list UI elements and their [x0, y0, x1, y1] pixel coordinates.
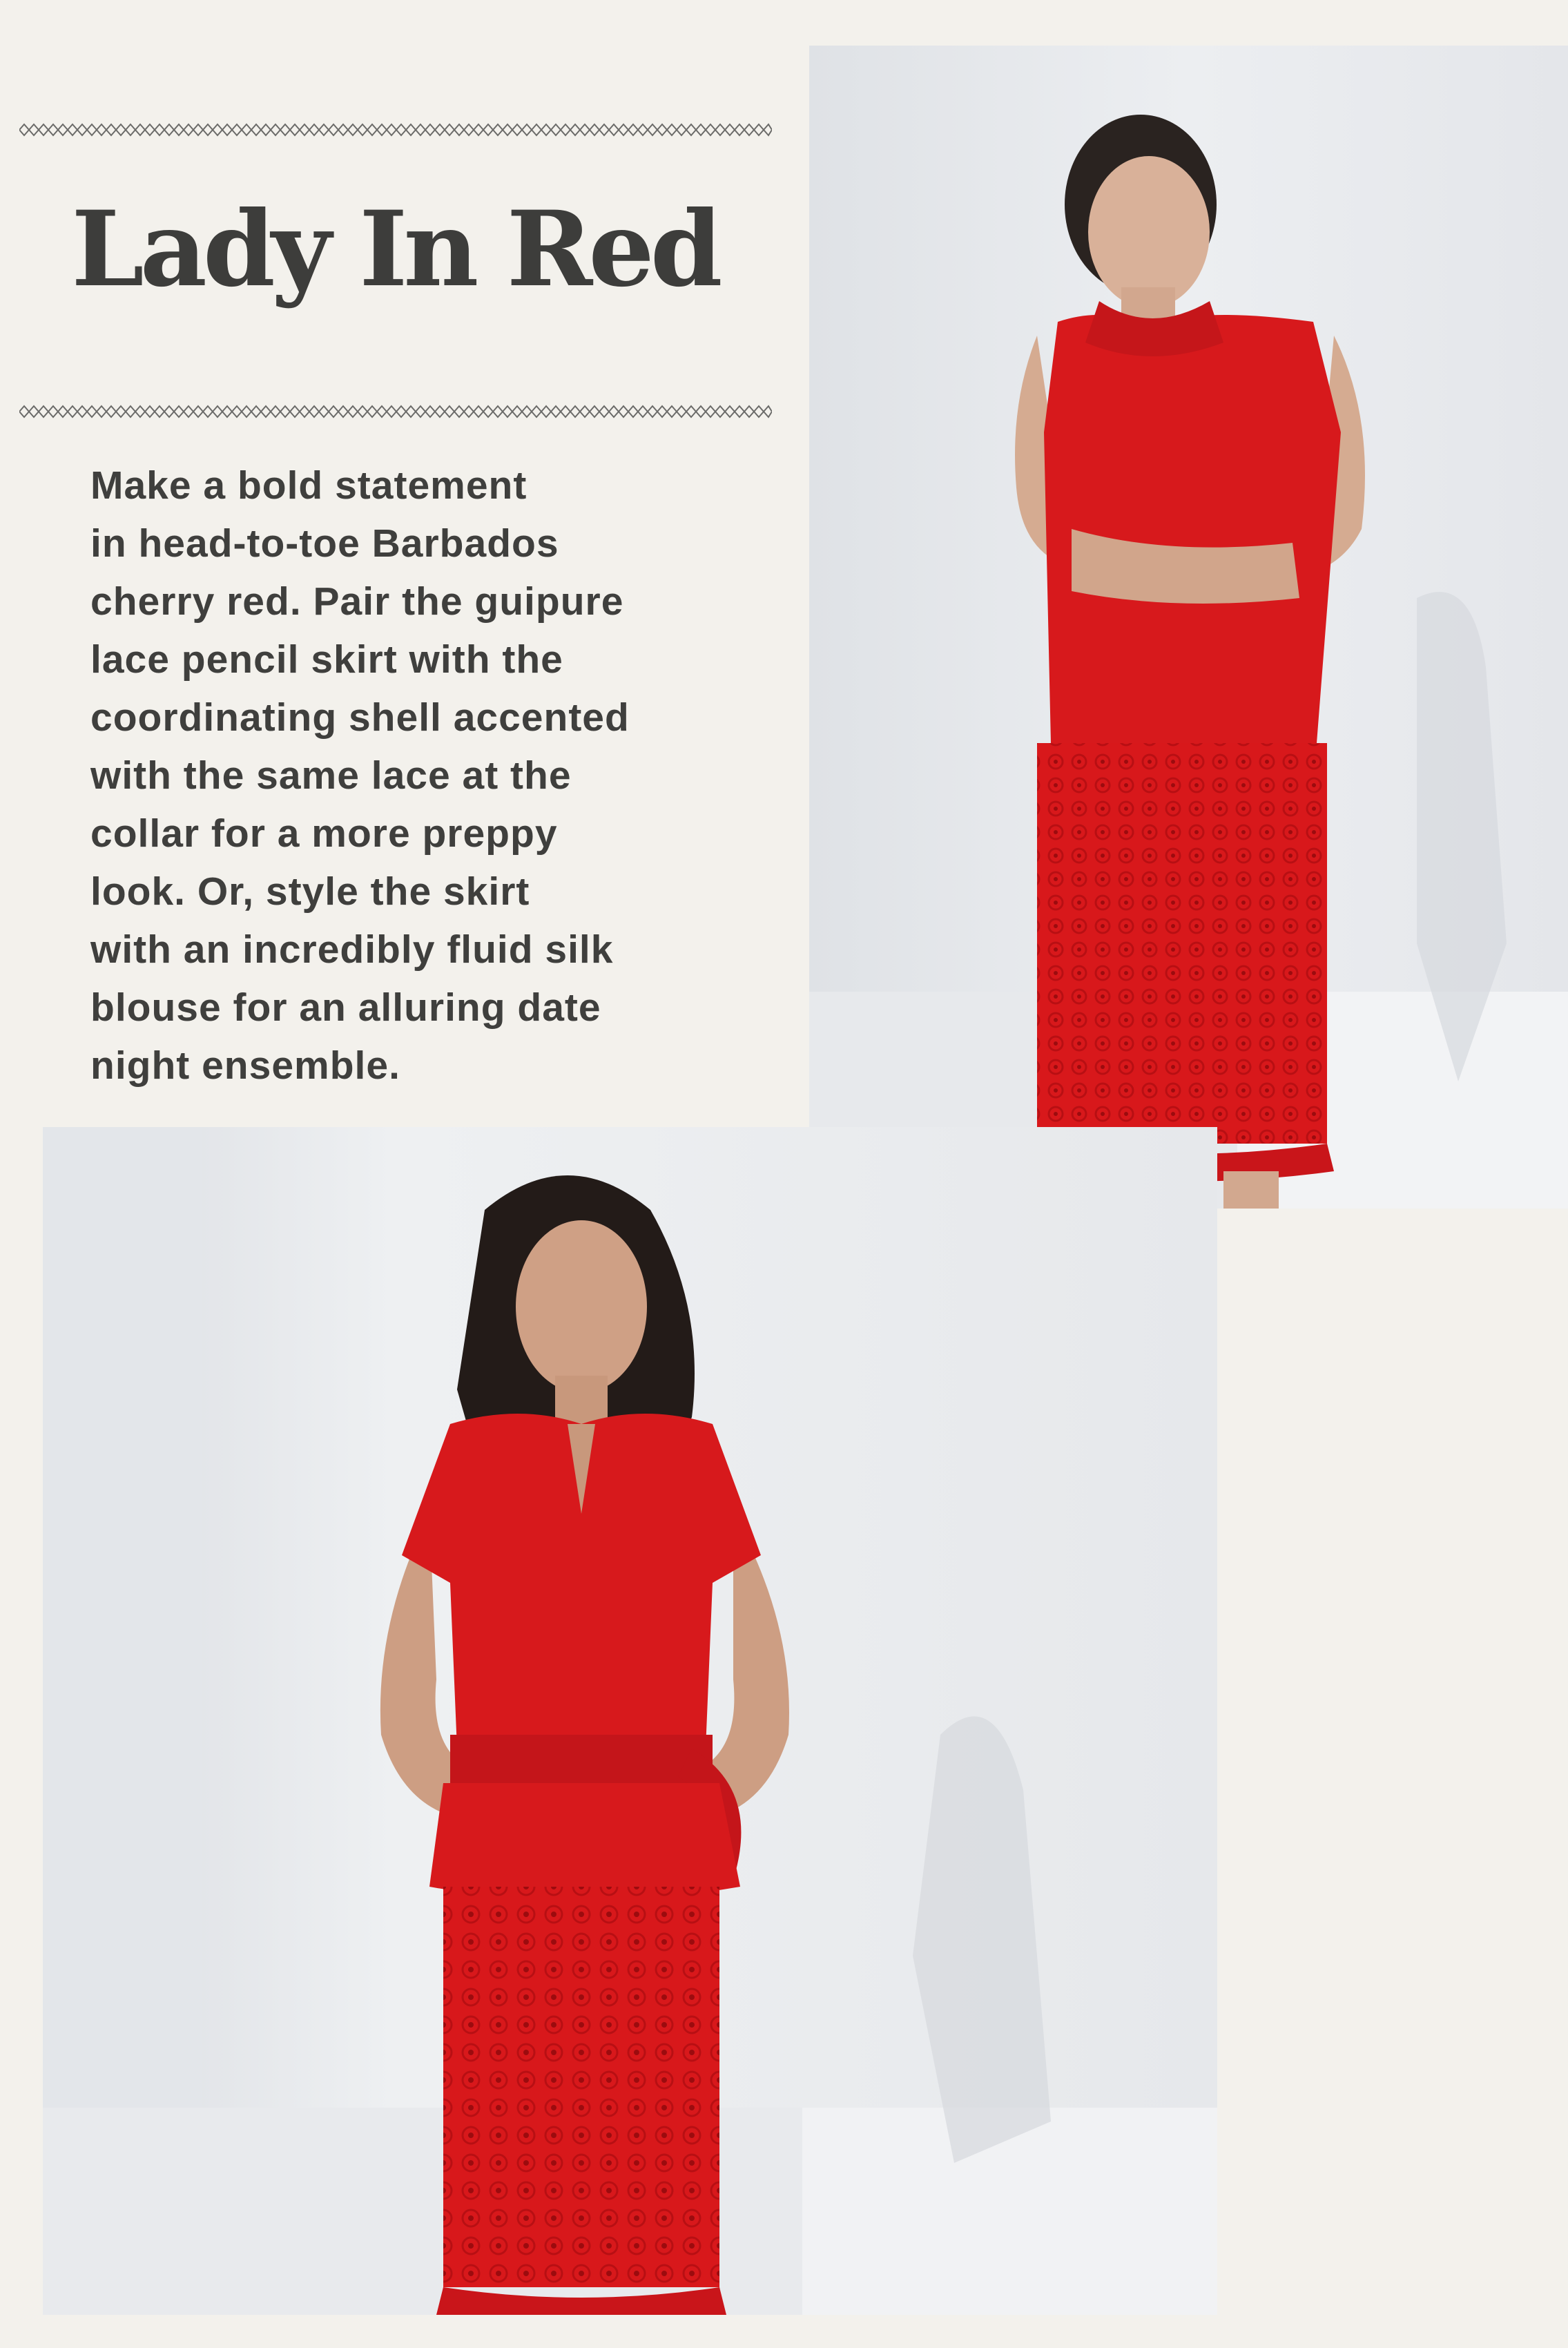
body-line: blouse for an alluring date [90, 985, 601, 1030]
body-line: in head-to-toe Barbados [90, 521, 559, 566]
article-body [90, 456, 726, 1095]
photo-sleeveless-shell-look [809, 46, 1568, 1209]
model-photo-illustration [809, 46, 1568, 1209]
body-line: look. Or, style the skirt [90, 869, 530, 914]
body-line: collar for a more preppy [90, 811, 558, 856]
body-line: lace pencil skirt with the [90, 637, 563, 682]
decorative-zigzag-divider-bottom [19, 405, 772, 418]
decorative-zigzag-divider-top [19, 123, 772, 137]
body-line: coordinating shell accented [90, 695, 630, 740]
page-title: Lady In Red [71, 189, 719, 310]
article-text-panel [0, 46, 809, 1127]
body-line: Make a bold statement [90, 463, 527, 508]
photo-silk-blouse-look [43, 1127, 1217, 2315]
body-line: night ensemble. [90, 1043, 400, 1088]
body-line: with an incredibly fluid silk [90, 927, 614, 972]
model-photo-illustration [43, 1127, 1217, 2315]
body-line: with the same lace at the [90, 753, 572, 798]
body-line: cherry red. Pair the guipure [90, 579, 624, 624]
